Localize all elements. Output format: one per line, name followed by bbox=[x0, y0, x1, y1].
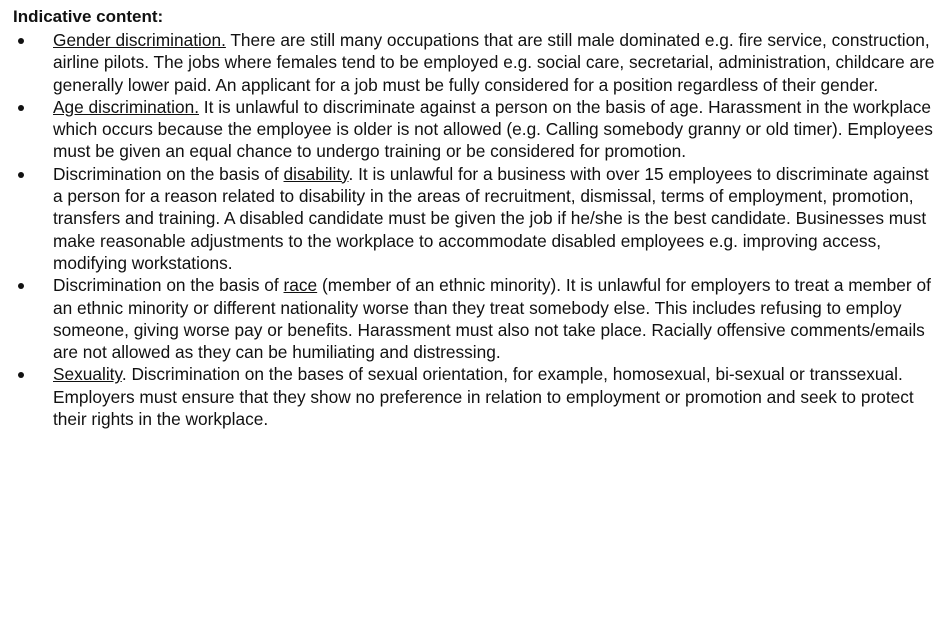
bullet-icon bbox=[18, 105, 24, 111]
item-term: Age discrimination. bbox=[53, 96, 199, 117]
item-body: It is unlawful to discriminate against a person on the basis of age. Harassment in the workplace which occurs because the employee is older is not allowed (e.g. Calling somebody granny or old timer). Employees must be given an equal chance to undergo training or be considered for promotion. bbox=[53, 96, 933, 162]
item-term: Sexuality bbox=[53, 364, 122, 385]
bullet-icon bbox=[18, 172, 24, 178]
item-body: . Discrimination on the bases of sexual orientation, for example, homosexual, bi-sexual or transsexual. Employers must ensure that they show no preference in relation to employment or promotion and seek to protect their rights in the workplace. bbox=[53, 364, 914, 430]
section-heading: Indicative content: bbox=[13, 7, 164, 26]
bullet-list bbox=[12, 29, 938, 430]
bullet-icon bbox=[18, 372, 24, 378]
item-body: . It is unlawful for a business with over 15 employees to discriminate against a person for a reason related to disability in the areas of recruitment, dismissal, terms of employment, promotion, transfers and training. A disabled candidate must be given the job if he/she is the best candidate. Businesses must make reasonable adjustments to the workplace to accommodate disabled employees e.g. improving access, modifying workstations. bbox=[53, 163, 929, 273]
list-item-race bbox=[12, 274, 938, 363]
item-prefix: Discrimination on the basis of bbox=[53, 275, 284, 296]
list-item-sexuality bbox=[12, 363, 938, 430]
item-term: race bbox=[283, 275, 318, 296]
item-body: There are still many occupations that are still male dominated e.g. fire service, construction, airline pilots. The jobs where females tend to be employed e.g. social care, secretarial, administration, childcare are generally lower paid. An applicant for a job must be fully considered for a position regardless of their gender. bbox=[53, 30, 935, 95]
bullet-icon bbox=[18, 38, 24, 44]
item-body: (member of an ethnic minority). It is unlawful for employers to treat a member of an ethnic minority or different nationality worse than they treat somebody else. This includes refusing to employ someone, giving worse pay or benefits. Harassment must also not take place. Racially offensive comments/emails are not allowed as they can be humiliating and distressing. bbox=[53, 275, 931, 363]
item-prefix: Discrimination on the basis of bbox=[53, 163, 284, 184]
list-item-gender bbox=[12, 29, 938, 96]
item-term: disability bbox=[283, 163, 349, 184]
bullet-icon bbox=[18, 283, 24, 289]
item-term: Gender discrimination. bbox=[53, 30, 226, 50]
list-item-age bbox=[12, 96, 938, 163]
list-item-disability bbox=[12, 163, 938, 274]
